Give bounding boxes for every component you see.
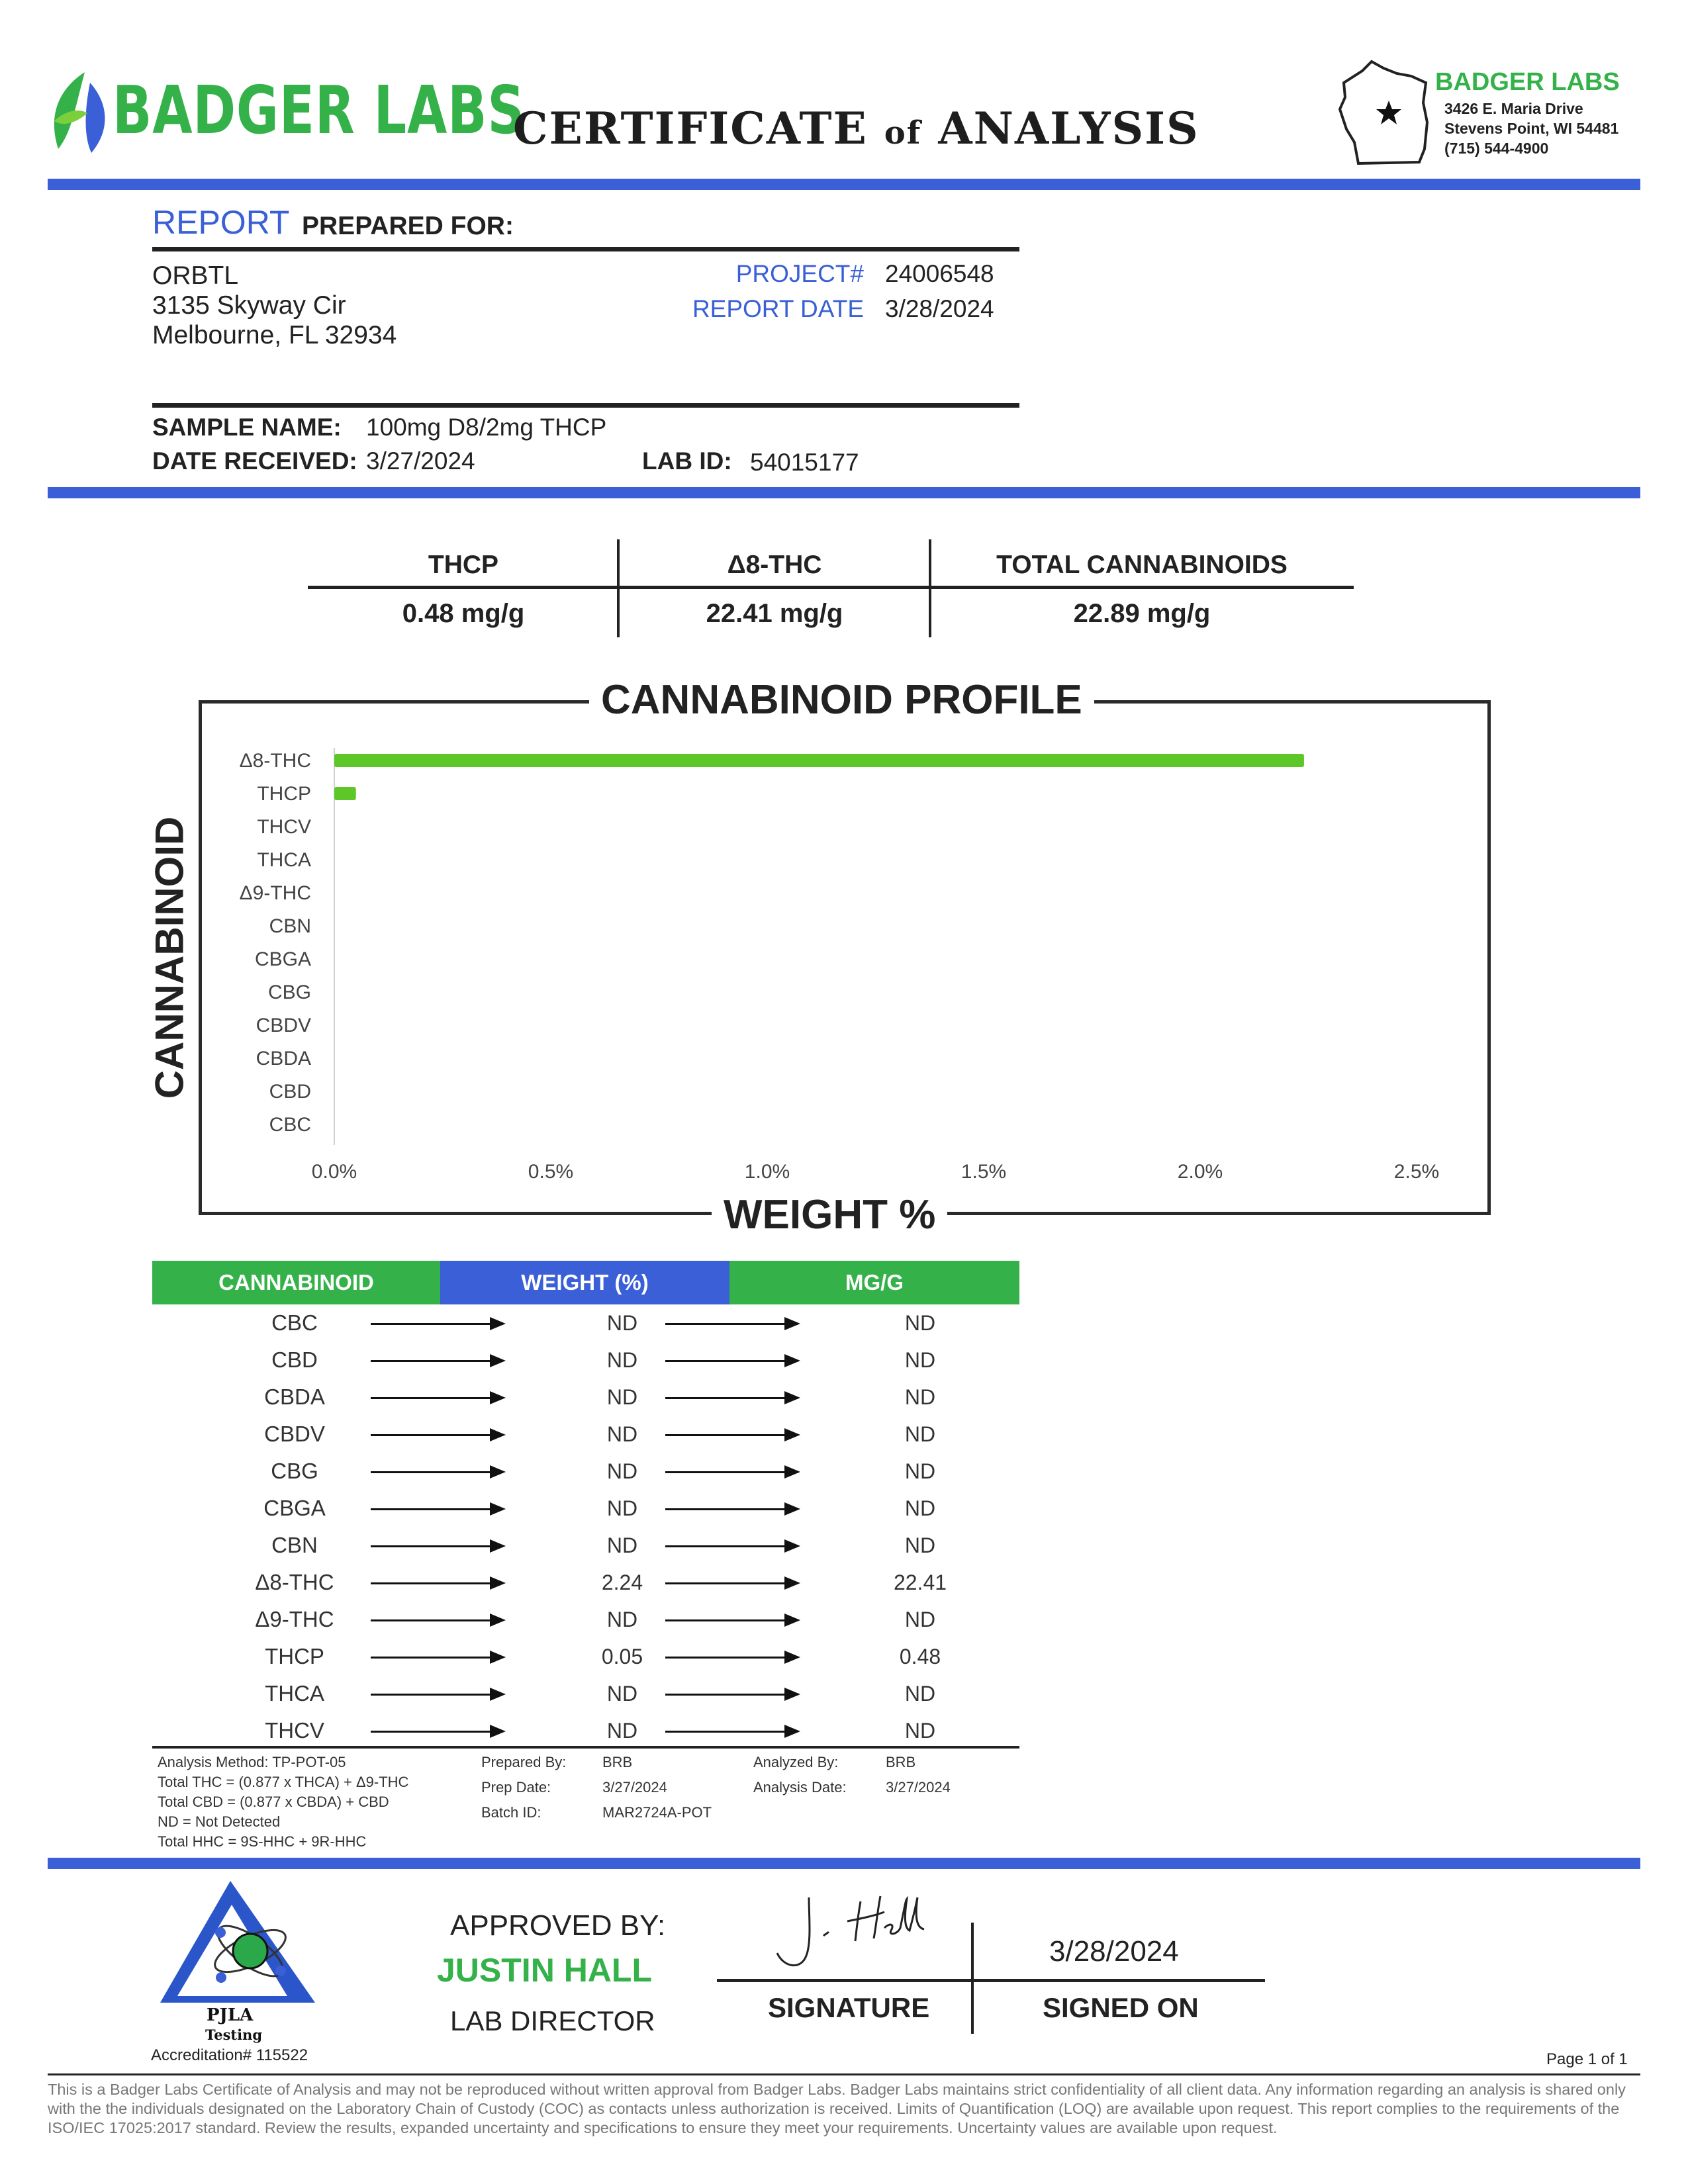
signed-on-date: 3/28/2024 xyxy=(1049,1935,1179,1968)
lab-id-label: LAB ID: xyxy=(642,447,732,475)
report-date-value: 3/28/2024 xyxy=(885,295,994,322)
chart-y-axis-title: CANNABINOID xyxy=(147,809,193,1107)
pjla-testing: Testing xyxy=(205,2026,263,2043)
weight-percent: 2.24 xyxy=(601,1570,643,1594)
arrow-icon xyxy=(371,1323,503,1325)
table-footer-rule xyxy=(152,1746,1019,1749)
cannabinoid-name: CBDA xyxy=(264,1385,325,1409)
table-header-weight: WEIGHT (%) xyxy=(440,1261,729,1304)
table-row xyxy=(152,1601,1019,1638)
arrow-icon xyxy=(665,1397,798,1399)
batch-id-label: Batch ID: xyxy=(481,1804,541,1821)
table-row xyxy=(152,1638,1019,1675)
mg-per-g: ND xyxy=(904,1311,936,1335)
chart-category-label: Δ8-THC xyxy=(239,750,311,772)
weight-percent: ND xyxy=(606,1385,638,1409)
prepared-by-label: Prepared By: xyxy=(481,1754,567,1770)
chart-title: CANNABINOID PROFILE xyxy=(589,676,1094,723)
table-header-cannabinoid: CANNABINOID xyxy=(152,1261,440,1304)
arrow-icon xyxy=(665,1582,798,1584)
chart-tick-label: 1.5% xyxy=(961,1161,1007,1183)
chart-tick-label: 2.0% xyxy=(1177,1161,1223,1183)
table-row xyxy=(152,1453,1019,1490)
document-title: CERTIFICATE of ANALYSIS xyxy=(513,103,1199,154)
mg-per-g: ND xyxy=(904,1608,936,1631)
cannabinoid-profile-chart xyxy=(199,715,1491,1191)
client-address-line2: Melbourne, FL 32934 xyxy=(152,321,397,349)
chart-bar xyxy=(334,754,1304,767)
weight-percent: ND xyxy=(606,1682,638,1706)
table-row xyxy=(152,1490,1019,1527)
arrow-icon xyxy=(665,1694,798,1696)
project-label: PROJECT# xyxy=(735,260,864,287)
total-cbd-formula: Total CBD = (0.877 x CBDA) + CBD xyxy=(158,1794,389,1810)
disclaimer: This is a Badger Labs Certificate of Analysis and may not be reproduced without written approval from Badger Labs. Badger Labs maintains strict confidentiality of all client data. Any information regarding an analysis is shared only with the the individuals designated on the Laboratory Chain of Custody (COC) as contacts unless authorization is received. Limits of Quantification (LOQ) are available upon request. This report complies to the requirements of the ISO/IEC 17025:2017 standard. Review the results, expanded uncertainty and specifications to ensure they meet your requirements. Uncertainty values are available upon request. xyxy=(48,2081,1626,2136)
lab-name: BADGER LABS xyxy=(1435,68,1620,96)
lab-address-line1: 3426 E. Maria Drive xyxy=(1444,100,1583,117)
accreditation-number: Accreditation# 115522 xyxy=(151,2046,308,2064)
prepared-for-label: PREPARED FOR: xyxy=(302,212,514,240)
lab-id-value: 54015177 xyxy=(750,449,859,476)
footer-rule xyxy=(48,2073,1640,2075)
section-divider xyxy=(48,487,1640,498)
arrow-icon xyxy=(371,1619,503,1621)
arrow-icon xyxy=(371,1397,503,1399)
handwritten-signature xyxy=(768,1889,940,1976)
chart-bar xyxy=(334,787,356,800)
leaf-logo-icon xyxy=(45,69,111,156)
cannabinoid-name: THCP xyxy=(265,1644,324,1668)
weight-percent: ND xyxy=(606,1608,638,1631)
mg-per-g: ND xyxy=(904,1719,936,1743)
mg-per-g: ND xyxy=(904,1533,936,1557)
mg-per-g: 22.41 xyxy=(893,1570,947,1594)
cannabinoid-name: Δ8-THC xyxy=(255,1570,334,1594)
approved-by-label: APPROVED BY: xyxy=(450,1909,666,1942)
client-name: ORBTL xyxy=(152,261,239,290)
analysis-date-label: Analysis Date: xyxy=(753,1779,847,1796)
brand-name: BADGER LABS xyxy=(113,71,526,149)
chart-x-axis-title: WEIGHT % xyxy=(712,1191,947,1238)
signature-label: SIGNATURE xyxy=(768,1992,930,2023)
project-value: 24006548 xyxy=(885,260,994,287)
mg-per-g: ND xyxy=(904,1348,936,1372)
weight-percent: ND xyxy=(606,1496,638,1520)
arrow-icon xyxy=(665,1657,798,1659)
analysis-method: Analysis Method: TP-POT-05 xyxy=(158,1754,346,1770)
chart-category-label: CBGA xyxy=(254,948,311,970)
mg-per-g: ND xyxy=(904,1496,936,1520)
sample-name-label: SAMPLE NAME: xyxy=(152,414,342,441)
table-row xyxy=(152,1379,1019,1416)
signature-rule xyxy=(717,1979,1265,1982)
page-number: Page 1 of 1 xyxy=(1546,2050,1628,2068)
table-header-mg: MG/G xyxy=(729,1261,1019,1304)
chart-category-label: CBDV xyxy=(256,1015,311,1036)
table-row xyxy=(152,1416,1019,1453)
pjla-accreditation-logo xyxy=(158,1878,316,2004)
analysis-date-value: 3/27/2024 xyxy=(886,1779,951,1796)
prep-date-label: Prep Date: xyxy=(481,1779,551,1796)
batch-id-value: MAR2724A-POT xyxy=(602,1804,712,1821)
report-rule xyxy=(152,247,1019,251)
chart-tick-label: 0.5% xyxy=(528,1161,574,1183)
date-received-label: DATE RECEIVED: xyxy=(152,447,357,475)
approval-divider xyxy=(48,1858,1640,1869)
chart-category-label: Δ9-THC xyxy=(239,882,311,904)
cannabinoid-name: CBG xyxy=(271,1459,318,1483)
report-label: REPORT xyxy=(152,204,290,241)
table-row xyxy=(152,1712,1019,1749)
table-row xyxy=(152,1527,1019,1564)
chart-category-label: THCV xyxy=(257,816,311,838)
arrow-icon xyxy=(665,1323,798,1325)
arrow-icon xyxy=(371,1508,503,1510)
arrow-icon xyxy=(371,1657,503,1659)
sample-name-value: 100mg D8/2mg THCP xyxy=(366,414,607,441)
total-thc-formula: Total THC = (0.877 x THCA) + Δ9-THC xyxy=(158,1774,409,1790)
weight-percent: ND xyxy=(606,1719,638,1743)
arrow-icon xyxy=(371,1582,503,1584)
date-received-value: 3/27/2024 xyxy=(366,447,475,475)
client-address-line1: 3135 Skyway Cir xyxy=(152,291,346,320)
cannabinoid-name: THCA xyxy=(265,1681,324,1706)
weight-percent: ND xyxy=(606,1459,638,1483)
report-date-label: REPORT DATE xyxy=(692,295,864,322)
arrow-icon xyxy=(665,1360,798,1362)
summary-rule xyxy=(308,586,1354,589)
table-row xyxy=(152,1304,1019,1342)
summary-total-value: 22.89 mg/g xyxy=(1073,599,1211,628)
table-row xyxy=(152,1342,1019,1379)
mg-per-g: ND xyxy=(904,1459,936,1483)
summary-total-label: TOTAL CANNABINOIDS xyxy=(996,551,1288,579)
chart-category-label: CBN xyxy=(269,915,311,937)
approver-name: JUSTIN HALL xyxy=(437,1952,652,1989)
arrow-icon xyxy=(371,1360,503,1362)
chart-category-label: THCP xyxy=(257,783,311,805)
chart-category-label: THCA xyxy=(257,849,311,871)
arrow-icon xyxy=(665,1434,798,1436)
cannabinoid-name: CBN xyxy=(271,1533,318,1557)
total-hhc-formula: Total HHC = 9S-HHC + 9R-HHC xyxy=(158,1833,367,1850)
pjla-name: PJLA xyxy=(207,2005,254,2025)
chart-category-label: CBC xyxy=(269,1114,311,1136)
summary-d8-value: 22.41 mg/g xyxy=(706,599,843,628)
prep-date-value: 3/27/2024 xyxy=(602,1779,667,1796)
sample-rule xyxy=(152,403,1019,408)
weight-percent: ND xyxy=(606,1533,638,1557)
mg-per-g: 0.48 xyxy=(899,1645,941,1668)
chart-tick-label: 1.0% xyxy=(744,1161,790,1183)
arrow-icon xyxy=(665,1619,798,1621)
table-row xyxy=(152,1564,1019,1601)
arrow-icon xyxy=(665,1731,798,1733)
summary-d8-label: Δ8-THC xyxy=(727,551,822,579)
chart-category-label: CBD xyxy=(269,1081,311,1103)
arrow-icon xyxy=(371,1545,503,1547)
weight-percent: ND xyxy=(606,1422,638,1446)
weight-percent: 0.05 xyxy=(601,1645,643,1668)
summary-thcp-label: THCP xyxy=(428,551,499,579)
arrow-icon xyxy=(371,1471,503,1473)
nd-legend: ND = Not Detected xyxy=(158,1813,281,1830)
cannabinoid-name: CBDV xyxy=(264,1422,325,1446)
cannabinoid-name: CBD xyxy=(271,1347,318,1372)
mg-per-g: ND xyxy=(904,1682,936,1706)
chart-tick-label: 0.0% xyxy=(311,1161,357,1183)
chart-category-label: CBG xyxy=(267,981,311,1003)
chart-category-label: CBDA xyxy=(256,1048,311,1069)
chart-tick-label: 2.5% xyxy=(1393,1161,1440,1183)
signature-divider xyxy=(971,1923,974,2034)
arrow-icon xyxy=(371,1731,503,1733)
summary-thcp-value: 0.48 mg/g xyxy=(402,599,525,628)
mg-per-g: ND xyxy=(904,1422,936,1446)
arrow-icon xyxy=(665,1508,798,1510)
arrow-icon xyxy=(665,1471,798,1473)
star-icon xyxy=(1376,99,1402,126)
lab-address-line2: Stevens Point, WI 54481 xyxy=(1444,120,1619,137)
cannabinoid-name: CBC xyxy=(271,1310,318,1335)
lab-phone: (715) 544-4900 xyxy=(1444,140,1549,157)
arrow-icon xyxy=(665,1545,798,1547)
signed-on-label: SIGNED ON xyxy=(1043,1992,1199,2023)
arrow-icon xyxy=(371,1694,503,1696)
cannabinoid-name: THCV xyxy=(265,1718,324,1743)
mg-per-g: ND xyxy=(904,1385,936,1409)
weight-percent: ND xyxy=(606,1348,638,1372)
table-row xyxy=(152,1675,1019,1712)
arrow-icon xyxy=(371,1434,503,1436)
prepared-by-value: BRB xyxy=(602,1754,633,1770)
cannabinoid-name: Δ9-THC xyxy=(255,1607,334,1631)
analyzed-by-value: BRB xyxy=(886,1754,916,1770)
header-divider xyxy=(48,179,1640,190)
cannabinoid-name: CBGA xyxy=(263,1496,326,1520)
weight-percent: ND xyxy=(606,1311,638,1335)
analyzed-by-label: Analyzed By: xyxy=(753,1754,839,1770)
approver-title: LAB DIRECTOR xyxy=(450,2005,655,2036)
